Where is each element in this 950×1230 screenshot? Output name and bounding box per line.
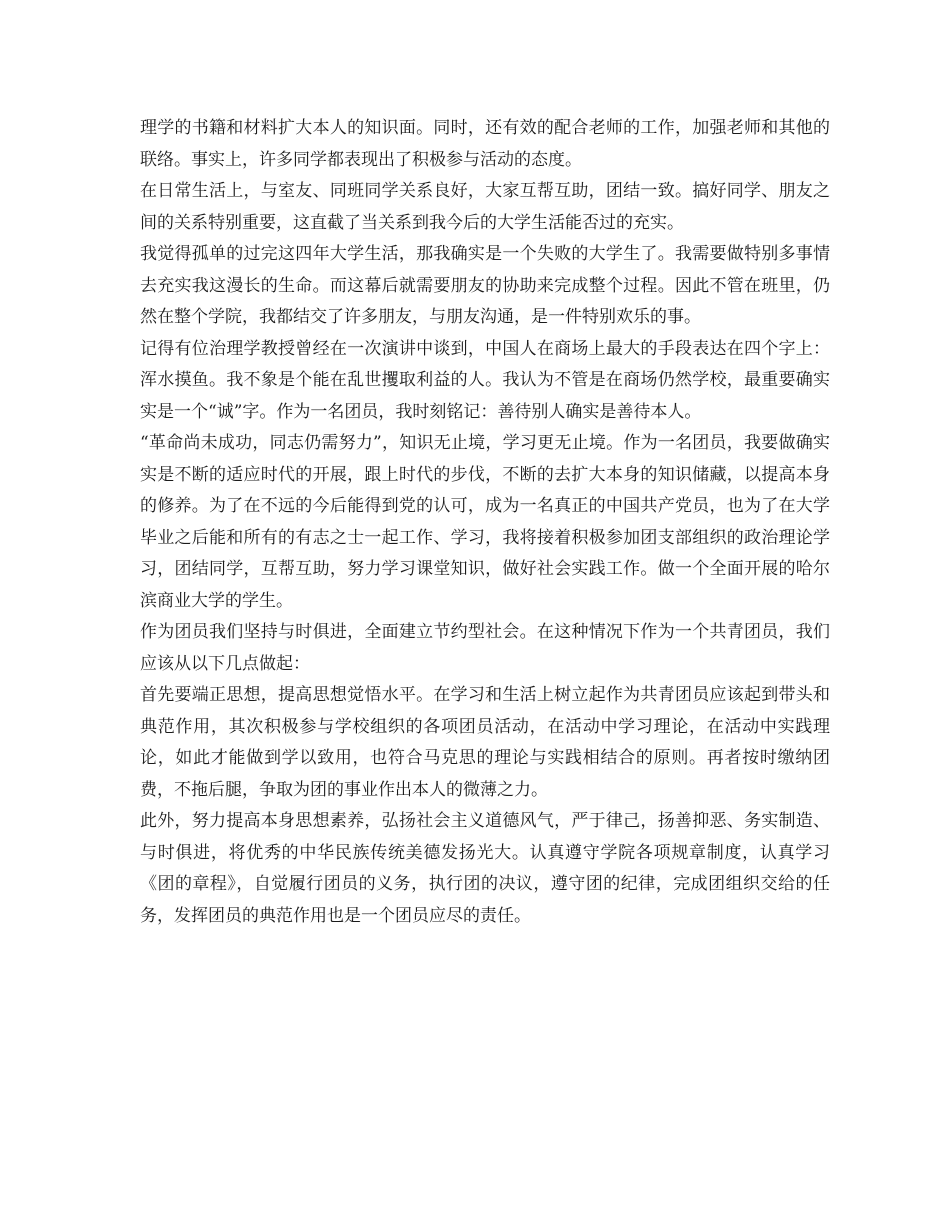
paragraph-8: 此外，努力提高本身思想素养，弘扬社会主义道德风气，严于律己，扬善抑恶、务实制造、与时俱进，将优秀的中华民族传统美德发扬光大。认真遵守学院各项规章制度，认真学习《团的章程》，自觉履行团员的义务，执行团的决议，遵守团的纪律，完成团组织交给的任务，发挥团员的典范作用也是一个团员应尽的责任。 [140, 811, 830, 926]
document-body [140, 113, 830, 932]
paragraph-2: 在日常生活上，与室友、同班同学关系良好，大家互帮互助，团结一致。搞好同学、朋友之间的关系特别重要，这直截了当关系到我今后的大学生活能否过的充实。 [140, 181, 830, 233]
paragraph-7: 首先要端正思想，提高思想觉悟水平。在学习和生活上树立起作为共青团员应该起到带头和典范作用，其次积极参与学校组织的各项团员活动，在活动中学习理论，在活动中实践理论，如此才能做到学以致用，也符合马克思的理论与实践相结合的原则。再者按时缴纳团费，不拖后腿，争取为团的事业作出本人的微薄之力。 [140, 685, 830, 800]
paragraph-1: 理学的书籍和材料扩大本人的知识面。同时，还有效的配合老师的工作，加强老师和其他的联络。事实上，许多同学都表现出了积极参与活动的态度。 [140, 118, 830, 170]
paragraph-6: 作为团员我们坚持与时俱进，全面建立节约型社会。在这种情况下作为一个共青团员，我们应该从以下几点做起： [140, 622, 830, 674]
paragraph-5: “革命尚未成功，同志仍需努力”，知识无止境，学习更无止境。作为一名团员，我要做确实实是不断的适应时代的开展，跟上时代的步伐，不断的去扩大本身的知识储藏，以提高本身的修养。为了在不远的今后能得到党的认可，成为一名真正的中国共产党员，也为了在大学毕业之后能和所有的有志之士一起工作、学习，我将接着积极参加团支部组织的政治理论学习，团结同学，互帮互助，努力学习课堂知识，做好社会实践工作。做一个全面开展的哈尔滨商业大学的学生。 [140, 433, 830, 611]
paragraph-4: 记得有位治理学教授曾经在一次演讲中谈到，中国人在商场上最大的手段表达在四个字上：浑水摸鱼。我不象是个能在乱世攫取利益的人。我认为不管是在商场仍然学校，最重要确实实是一个“诚”字。作为一名团员，我时刻铭记：善待别人确实是善待本人。 [140, 338, 830, 422]
paragraph-3: 我觉得孤单的过完这四年大学生活，那我确实是一个失败的大学生了。我需要做特别多事情去充实我这漫长的生命。而这幕后就需要朋友的协助来完成整个过程。因此不管在班里，仍然在整个学院，我都结交了许多朋友，与朋友沟通，是一件特别欢乐的事。 [140, 244, 830, 327]
